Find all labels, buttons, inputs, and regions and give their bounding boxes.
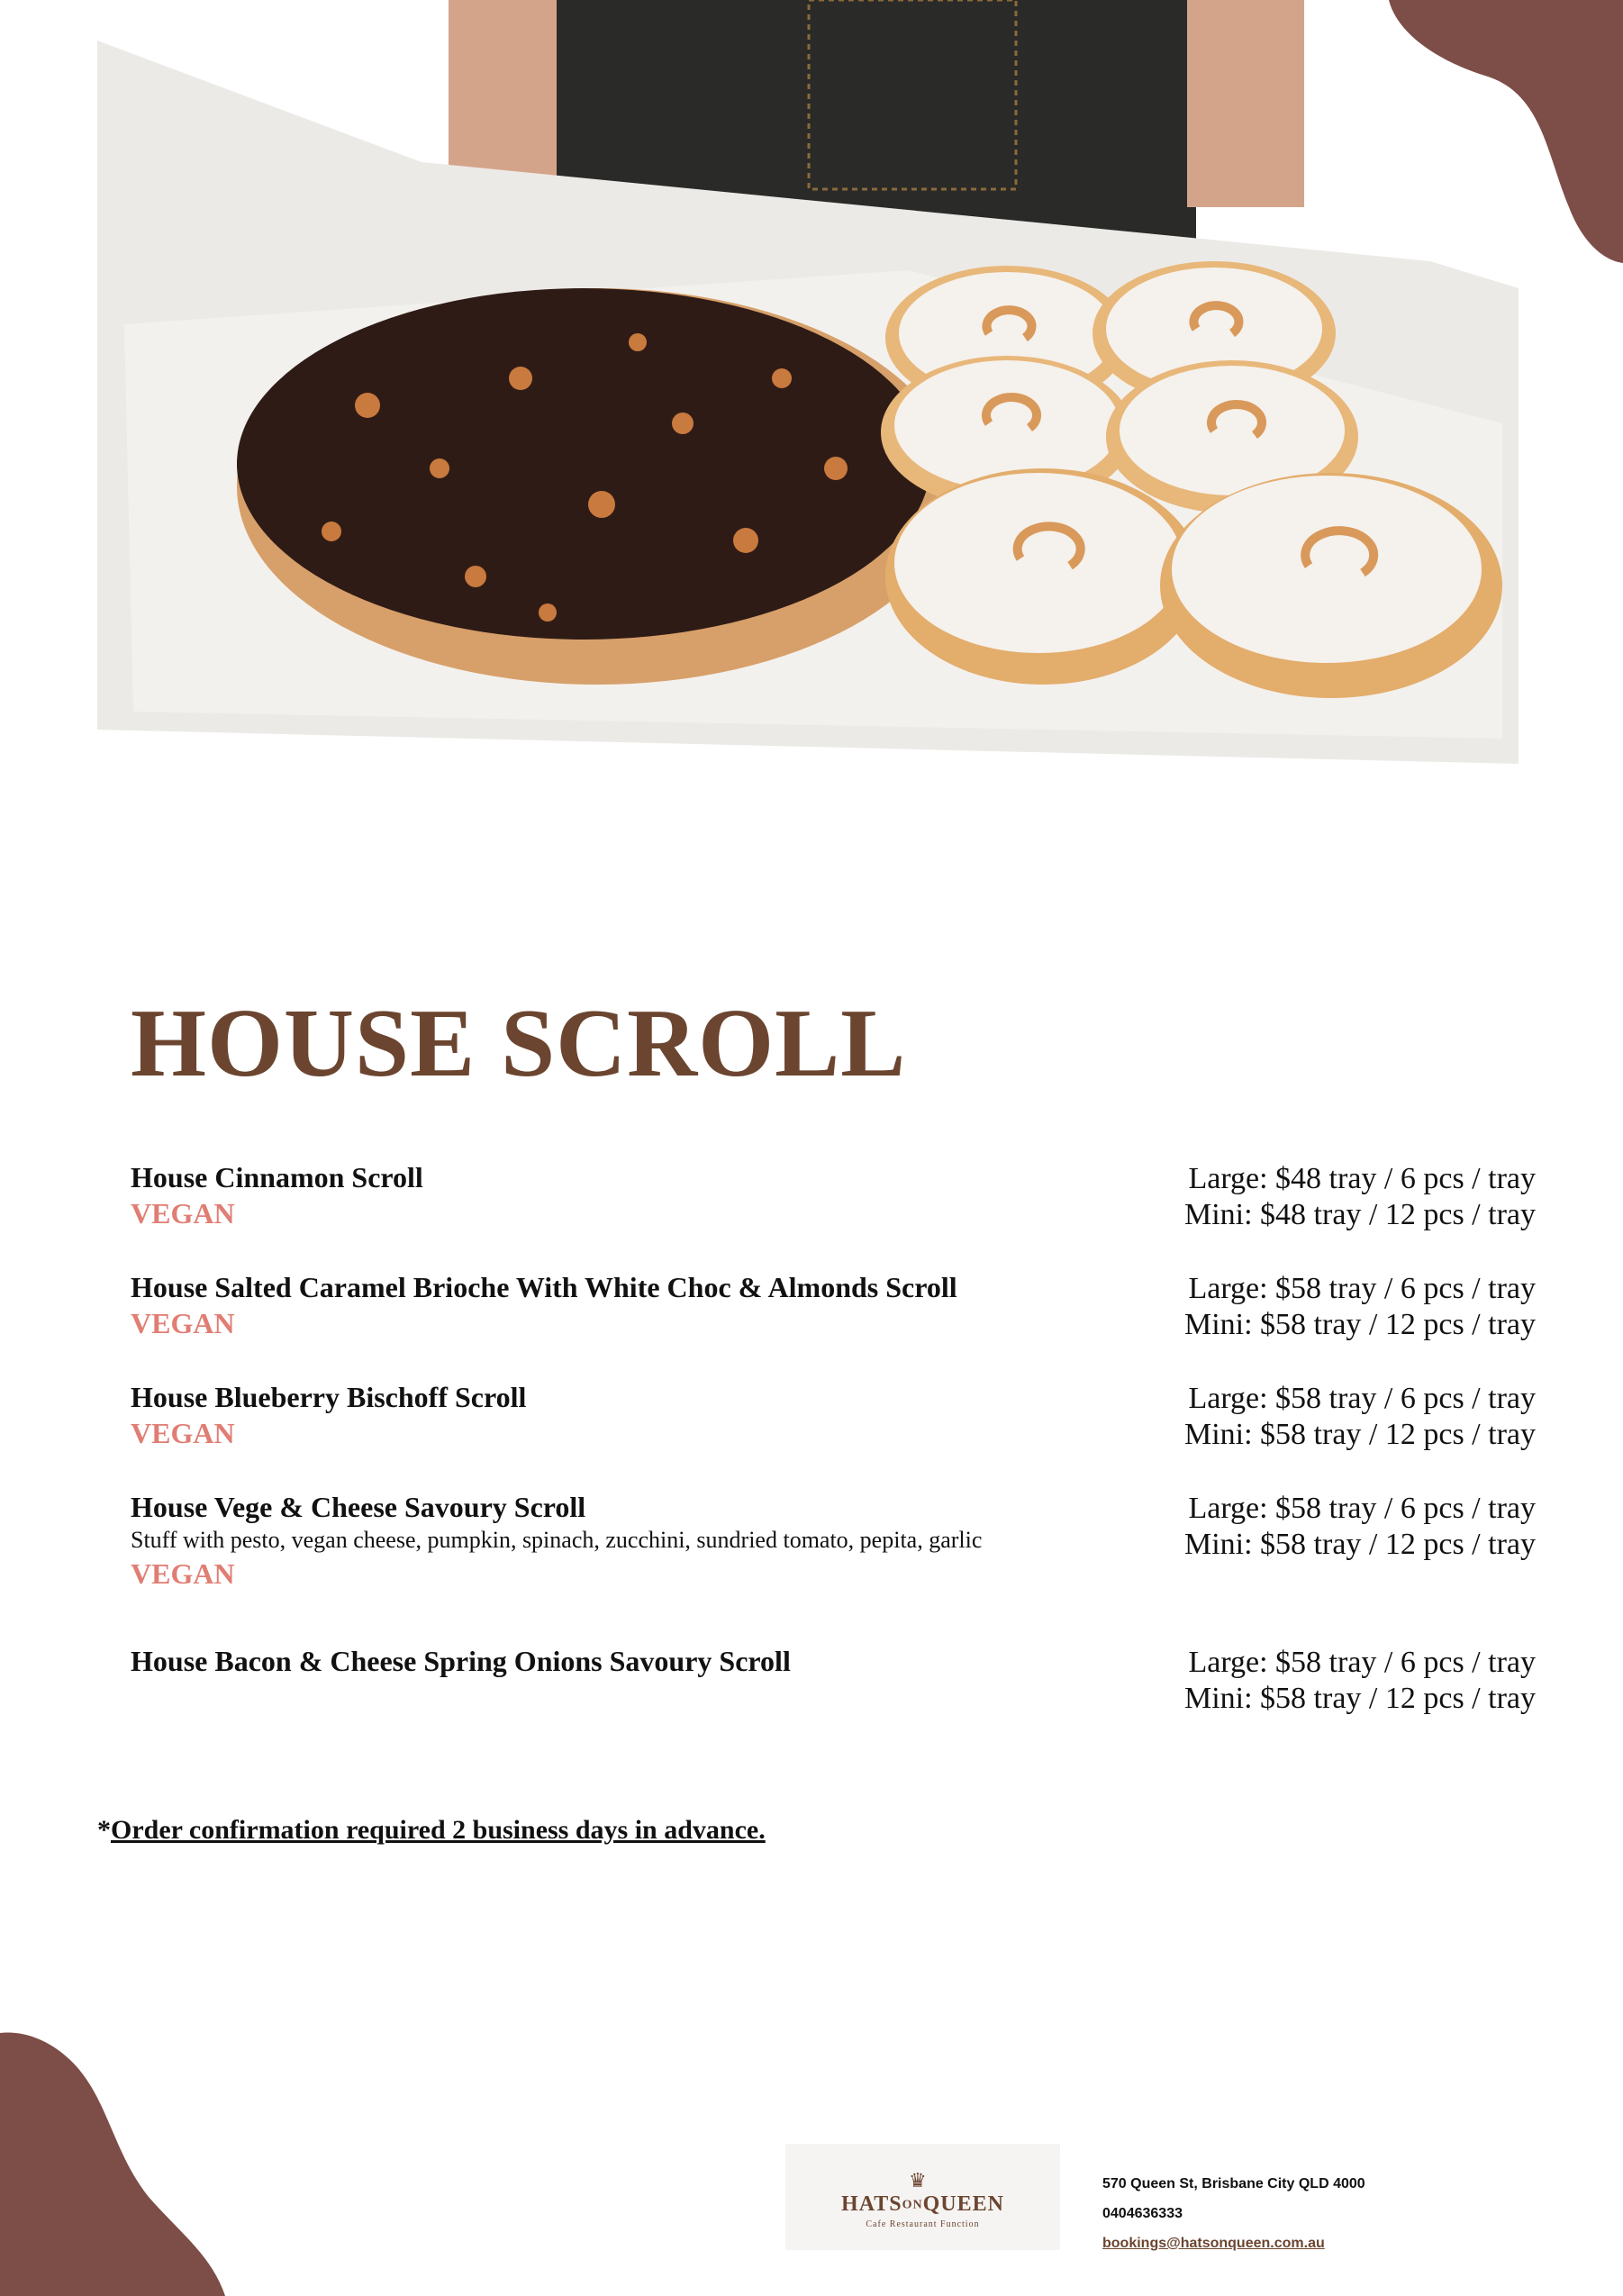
price-large: Large: $58 tray / 6 pcs / tray <box>1188 1272 1536 1305</box>
item-name: House Salted Caramel Brioche With White Choc & Almonds Scroll <box>131 1271 957 1303</box>
item-prices <box>1184 1161 1536 1233</box>
logo-tagline: Cafe Restaurant Function <box>866 2219 980 2229</box>
contact-address: 570 Queen St, Brisbane City QLD 4000 <box>1102 2176 1365 2192</box>
vegan-tag: VEGAN <box>131 1197 235 1230</box>
note-text: Order confirmation required 2 business days in advance. <box>111 1815 766 1845</box>
hero-scroll-tray-photo <box>97 0 1519 764</box>
menu-item-salted-caramel-scroll <box>131 1269 1536 1341</box>
price-mini: Mini: $58 tray / 12 pcs / tray <box>1183 1682 1536 1715</box>
item-name: House Cinnamon Scroll <box>131 1161 423 1193</box>
price-large: Large: $48 tray / 6 pcs / tray <box>1188 1162 1536 1195</box>
item-name: House Blueberry Bischoff Scroll <box>131 1381 527 1413</box>
corner-blob-bottom-left <box>0 2026 234 2296</box>
price-mini: Mini: $48 tray / 12 pcs / tray <box>1183 1198 1536 1231</box>
contact-info <box>1102 2169 1365 2258</box>
logo-brand: HATSONQUEEN <box>841 2192 1004 2216</box>
price-mini: Mini: $58 tray / 12 pcs / tray <box>1183 1418 1536 1451</box>
item-prices <box>1184 1271 1536 1343</box>
item-name: House Vege & Cheese Savoury Scroll <box>131 1491 586 1523</box>
price-mini: Mini: $58 tray / 12 pcs / tray <box>1183 1528 1536 1561</box>
menu-item-blueberry-bischoff-scroll <box>131 1379 1536 1451</box>
item-prices <box>1184 1491 1536 1563</box>
item-prices <box>1184 1645 1536 1717</box>
price-large: Large: $58 tray / 6 pcs / tray <box>1188 1382 1536 1415</box>
vegan-tag: VEGAN <box>131 1307 235 1339</box>
menu-item-cinnamon-scroll <box>131 1159 1536 1231</box>
contact-email-link[interactable]: bookings@hatsonqueen.com.au <box>1102 2236 1325 2251</box>
order-note <box>97 1815 766 1846</box>
note-asterisk: * <box>97 1815 111 1845</box>
price-large: Large: $58 tray / 6 pcs / tray <box>1188 1492 1536 1525</box>
contact-phone: 0404636333 <box>1102 2206 1183 2221</box>
hats-on-queen-logo <box>785 2144 1060 2250</box>
item-name: House Bacon & Cheese Spring Onions Savoury Scroll <box>131 1645 791 1677</box>
chef-hat-icon: ♛ <box>909 2169 927 2192</box>
vegan-tag: VEGAN <box>131 1557 235 1590</box>
price-mini: Mini: $58 tray / 12 pcs / tray <box>1183 1308 1536 1341</box>
page-title: HOUSE SCROLL <box>131 990 907 1097</box>
price-large: Large: $58 tray / 6 pcs / tray <box>1188 1646 1536 1679</box>
item-prices <box>1184 1381 1536 1453</box>
vegan-tag: VEGAN <box>131 1417 235 1449</box>
menu-item-vege-cheese-scroll <box>131 1489 1536 1592</box>
item-description: Stuff with pesto, vegan cheese, pumpkin, spinach, zucchini, sundried tomato, pepita, garlic <box>131 1527 983 1553</box>
menu-item-bacon-cheese-scroll <box>131 1643 1536 1715</box>
